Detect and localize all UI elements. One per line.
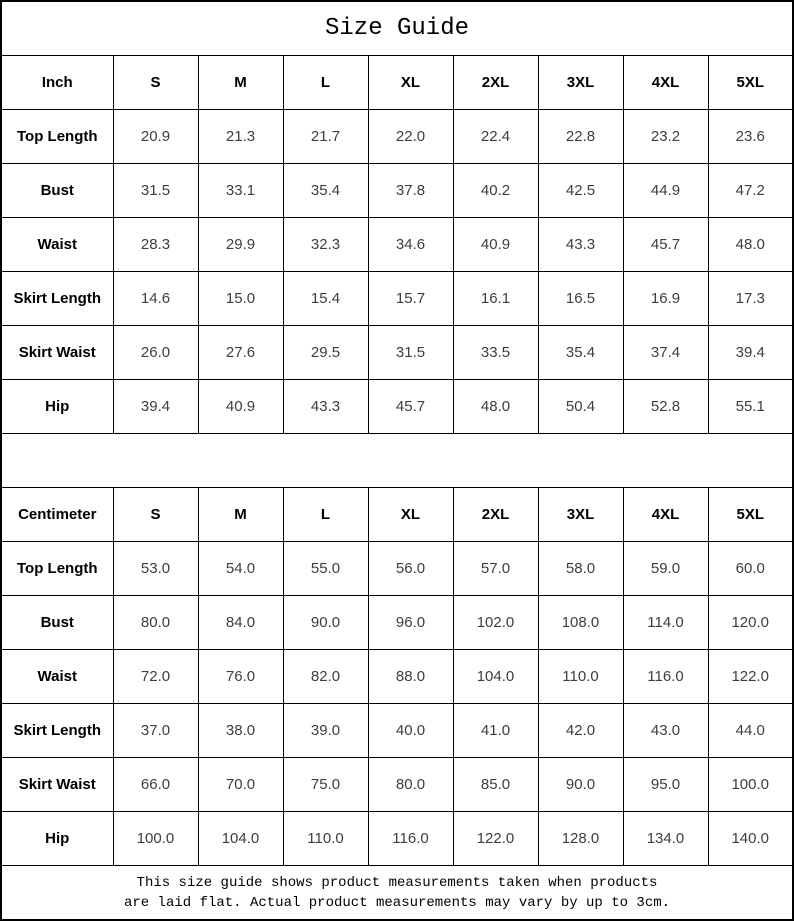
measurement-value: 38.0	[198, 704, 283, 758]
measurement-value: 114.0	[623, 596, 708, 650]
measurement-value: 140.0	[708, 812, 793, 866]
measurement-value: 22.0	[368, 110, 453, 164]
measurement-label: Hip	[1, 380, 113, 434]
measurement-value: 50.4	[538, 380, 623, 434]
size-header-3xl: 3XL	[538, 488, 623, 542]
measurement-value: 104.0	[198, 812, 283, 866]
size-header-2xl: 2XL	[453, 488, 538, 542]
separator-row	[1, 434, 793, 488]
measurement-value: 28.3	[113, 218, 198, 272]
measurement-value: 85.0	[453, 758, 538, 812]
measurement-value: 29.5	[283, 326, 368, 380]
measurement-value: 100.0	[708, 758, 793, 812]
measurement-label: Top Length	[1, 110, 113, 164]
measurement-value: 16.9	[623, 272, 708, 326]
measurement-value: 70.0	[198, 758, 283, 812]
measurement-value: 39.0	[283, 704, 368, 758]
table-row-cm-skirt-waist	[1, 758, 793, 812]
unit-header-inch: Inch	[1, 56, 113, 110]
measurement-value: 96.0	[368, 596, 453, 650]
measurement-value: 116.0	[623, 650, 708, 704]
size-header-m: M	[198, 56, 283, 110]
measurement-value: 23.2	[623, 110, 708, 164]
measurement-value: 108.0	[538, 596, 623, 650]
measurement-label: Skirt Length	[1, 704, 113, 758]
inch-header-row	[1, 56, 793, 110]
measurement-value: 32.3	[283, 218, 368, 272]
measurement-value: 52.8	[623, 380, 708, 434]
measurement-value: 76.0	[198, 650, 283, 704]
measurement-value: 27.6	[198, 326, 283, 380]
measurement-value: 43.3	[283, 380, 368, 434]
size-header-s: S	[113, 56, 198, 110]
measurement-value: 22.4	[453, 110, 538, 164]
measurement-value: 40.2	[453, 164, 538, 218]
measurement-value: 45.7	[368, 380, 453, 434]
measurement-value: 104.0	[453, 650, 538, 704]
measurement-value: 66.0	[113, 758, 198, 812]
table-row-cm-top-length	[1, 542, 793, 596]
measurement-value: 35.4	[538, 326, 623, 380]
measurement-value: 56.0	[368, 542, 453, 596]
measurement-value: 26.0	[113, 326, 198, 380]
measurement-value: 84.0	[198, 596, 283, 650]
size-header-4xl: 4XL	[623, 56, 708, 110]
table-row-cm-bust	[1, 596, 793, 650]
measurement-value: 72.0	[113, 650, 198, 704]
measurement-value: 42.5	[538, 164, 623, 218]
measurement-value: 44.9	[623, 164, 708, 218]
measurement-value: 21.7	[283, 110, 368, 164]
measurement-label: Skirt Length	[1, 272, 113, 326]
measurement-value: 40.0	[368, 704, 453, 758]
measurement-value: 110.0	[283, 812, 368, 866]
footer-line-2: are laid flat. Actual product measurements may vary by up to 3cm.	[123, 894, 671, 911]
table-row-inch-waist	[1, 218, 793, 272]
size-header-5xl: 5XL	[708, 56, 793, 110]
measurement-value: 29.9	[198, 218, 283, 272]
size-header-m: M	[198, 488, 283, 542]
size-header-l: L	[283, 56, 368, 110]
measurement-value: 48.0	[708, 218, 793, 272]
measurement-value: 45.7	[623, 218, 708, 272]
footer-row	[1, 866, 793, 921]
measurement-value: 31.5	[368, 326, 453, 380]
measurement-label: Skirt Waist	[1, 758, 113, 812]
measurement-value: 122.0	[708, 650, 793, 704]
measurement-value: 120.0	[708, 596, 793, 650]
size-header-2xl: 2XL	[453, 56, 538, 110]
measurement-value: 57.0	[453, 542, 538, 596]
measurement-value: 102.0	[453, 596, 538, 650]
measurement-value: 21.3	[198, 110, 283, 164]
measurement-value: 33.5	[453, 326, 538, 380]
measurement-value: 37.4	[623, 326, 708, 380]
measurement-value: 40.9	[453, 218, 538, 272]
measurement-value: 90.0	[283, 596, 368, 650]
page-title: Size Guide	[1, 1, 793, 56]
measurement-value: 95.0	[623, 758, 708, 812]
measurement-value: 20.9	[113, 110, 198, 164]
measurement-value: 43.0	[623, 704, 708, 758]
cm-header-row	[1, 488, 793, 542]
table-row-inch-skirt-length	[1, 272, 793, 326]
table-row-cm-skirt-length	[1, 704, 793, 758]
measurement-value: 16.1	[453, 272, 538, 326]
table-row-inch-hip	[1, 380, 793, 434]
measurement-value: 134.0	[623, 812, 708, 866]
size-header-4xl: 4XL	[623, 488, 708, 542]
measurement-value: 90.0	[538, 758, 623, 812]
measurement-value: 40.9	[198, 380, 283, 434]
measurement-value: 37.8	[368, 164, 453, 218]
table-row-inch-skirt-waist	[1, 326, 793, 380]
measurement-value: 37.0	[113, 704, 198, 758]
measurement-value: 39.4	[708, 326, 793, 380]
size-header-3xl: 3XL	[538, 56, 623, 110]
measurement-value: 110.0	[538, 650, 623, 704]
measurement-value: 100.0	[113, 812, 198, 866]
measurement-value: 33.1	[198, 164, 283, 218]
measurement-value: 44.0	[708, 704, 793, 758]
table-row-cm-waist	[1, 650, 793, 704]
measurement-label: Bust	[1, 164, 113, 218]
measurement-label: Waist	[1, 218, 113, 272]
measurement-value: 58.0	[538, 542, 623, 596]
measurement-value: 23.6	[708, 110, 793, 164]
measurement-value: 88.0	[368, 650, 453, 704]
measurement-value: 55.0	[283, 542, 368, 596]
measurement-value: 31.5	[113, 164, 198, 218]
measurement-value: 15.7	[368, 272, 453, 326]
unit-header-centimeter: Centimeter	[1, 488, 113, 542]
measurement-value: 43.3	[538, 218, 623, 272]
table-row-cm-hip	[1, 812, 793, 866]
measurement-value: 39.4	[113, 380, 198, 434]
measurement-value: 59.0	[623, 542, 708, 596]
title-row	[1, 1, 793, 56]
measurement-label: Top Length	[1, 542, 113, 596]
measurement-value: 47.2	[708, 164, 793, 218]
size-header-xl: XL	[368, 56, 453, 110]
measurement-value: 128.0	[538, 812, 623, 866]
measurement-value: 116.0	[368, 812, 453, 866]
table-row-inch-top-length	[1, 110, 793, 164]
measurement-label: Bust	[1, 596, 113, 650]
footer-line-1: This size guide shows product measurements taken when products	[136, 874, 658, 891]
measurement-value: 60.0	[708, 542, 793, 596]
measurement-value: 55.1	[708, 380, 793, 434]
measurement-value: 75.0	[283, 758, 368, 812]
measurement-value: 82.0	[283, 650, 368, 704]
measurement-value: 42.0	[538, 704, 623, 758]
measurement-label: Skirt Waist	[1, 326, 113, 380]
measurement-value: 14.6	[113, 272, 198, 326]
footer-note	[1, 866, 793, 921]
measurement-value: 122.0	[453, 812, 538, 866]
measurement-value: 15.0	[198, 272, 283, 326]
measurement-value: 34.6	[368, 218, 453, 272]
measurement-value: 15.4	[283, 272, 368, 326]
measurement-value: 53.0	[113, 542, 198, 596]
measurement-value: 22.8	[538, 110, 623, 164]
size-header-l: L	[283, 488, 368, 542]
table-row-inch-bust	[1, 164, 793, 218]
measurement-label: Hip	[1, 812, 113, 866]
size-header-s: S	[113, 488, 198, 542]
size-header-xl: XL	[368, 488, 453, 542]
measurement-value: 80.0	[113, 596, 198, 650]
separator-cell	[1, 434, 793, 488]
size-header-5xl: 5XL	[708, 488, 793, 542]
measurement-label: Waist	[1, 650, 113, 704]
measurement-value: 16.5	[538, 272, 623, 326]
measurement-value: 35.4	[283, 164, 368, 218]
measurement-value: 80.0	[368, 758, 453, 812]
measurement-value: 17.3	[708, 272, 793, 326]
measurement-value: 48.0	[453, 380, 538, 434]
measurement-value: 54.0	[198, 542, 283, 596]
measurement-value: 41.0	[453, 704, 538, 758]
